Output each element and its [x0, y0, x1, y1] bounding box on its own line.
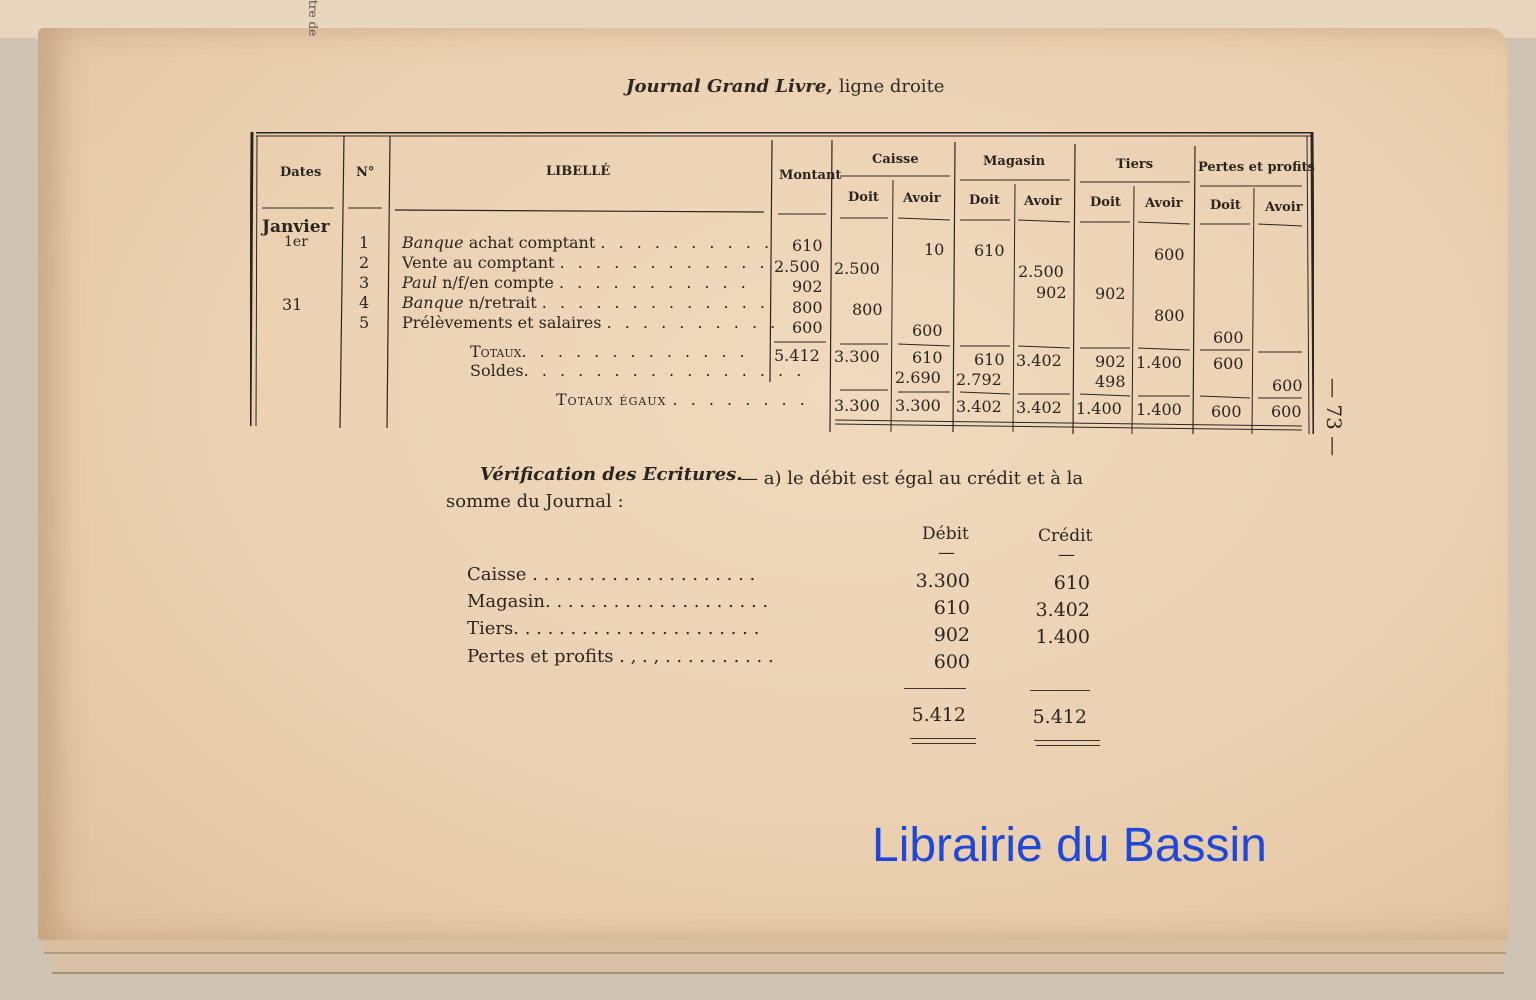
tiers-avoir-egal: 1.400 — [1136, 400, 1182, 419]
debit-header: Débit — [922, 524, 969, 544]
magasin-avoir-header: Avoir — [1024, 194, 1062, 209]
soldes-label — [470, 361, 805, 380]
pertes-avoir-header: Avoir — [1265, 200, 1303, 215]
magasin-doit-header: Doit — [969, 193, 1000, 208]
total-rule — [1036, 745, 1100, 746]
header-magasin: Magasin — [983, 154, 1046, 169]
journal-ledger-table — [250, 132, 1314, 434]
entry-number: 4 — [359, 293, 370, 312]
credit-header: Crédit — [1038, 526, 1093, 546]
pertes-avoir-egal: 600 — [1271, 402, 1302, 421]
tiers-avoir-cell: 800 — [1154, 306, 1185, 325]
caisse-avoir-header: Avoir — [903, 191, 941, 206]
page-number: — 73 — — [1322, 378, 1346, 457]
pertes-doit-egal: 600 — [1211, 402, 1242, 421]
pertes-doit-total: 600 — [1213, 354, 1244, 373]
totaux-label — [470, 342, 749, 361]
entry-label — [402, 293, 769, 312]
leader-dots: . . . . . . . . . . — [600, 233, 774, 252]
total-rule — [912, 743, 976, 744]
header-caisse: Caisse — [872, 152, 919, 167]
tiers-doit-header: Doit — [1090, 195, 1121, 210]
verif-debit: 3.300 — [915, 570, 970, 592]
montant-cell: 902 — [792, 277, 823, 296]
leader-dots: . . . . . . . . . . . . . — [521, 342, 749, 361]
section-text: — a) le débit est égal au crédit et à la — [740, 468, 1084, 489]
caisse-avoir-solde: 2.690 — [895, 368, 941, 387]
leader-dots: . . . . . . . . . . — [606, 313, 780, 332]
montant-cell: 800 — [792, 298, 823, 317]
total-rule — [1034, 740, 1100, 741]
montant-cell: 2.500 — [774, 257, 820, 276]
entry-number: 1 — [359, 233, 370, 252]
pertes-doit-header: Doit — [1210, 198, 1241, 213]
leader-dots: . . . . . . . . . . . — [558, 273, 750, 292]
entry-text: Prélèvements et salaires — [402, 313, 602, 332]
entry-account: Banque — [402, 293, 464, 312]
sum-rule — [904, 688, 966, 689]
verif-row-label: Pertes et profits . , . , . . . . . . . . . . — [467, 646, 774, 667]
totaux-text: Totaux — [470, 342, 522, 361]
montant-cell: 600 — [792, 318, 823, 337]
caisse-doit-cell: 2.500 — [834, 259, 880, 278]
caisse-avoir-cell: 600 — [912, 321, 943, 340]
verif-row-label: Caisse . . . . . . . . . . . . . . . . . . . . — [467, 564, 756, 585]
verif-debit: 610 — [933, 597, 970, 619]
verif-credit: 3.402 — [1035, 599, 1090, 621]
header-subtitle: ligne droite — [838, 76, 945, 97]
entry-account: Paul — [402, 273, 438, 292]
debit-total: 5.412 — [911, 704, 966, 726]
montant-cell: 610 — [792, 236, 823, 255]
month-label: Janvier — [262, 217, 330, 237]
caisse-avoir-total: 610 — [912, 348, 943, 367]
section-title: Vérification des Ecritures. — [480, 464, 743, 485]
tiers-doit-total: 902 — [1095, 352, 1126, 371]
section-text: somme du Journal : — [446, 491, 624, 512]
verif-credit: 610 — [1053, 572, 1090, 594]
caisse-avoir-cell: 10 — [924, 240, 945, 259]
entry-text: Vente au comptant — [402, 253, 555, 272]
spine-text: tre de — [306, 0, 320, 37]
sum-rule — [1030, 690, 1090, 691]
verif-row-label: Tiers. . . . . . . . . . . . . . . . . . . . . . — [467, 618, 760, 639]
entry-text: n/retrait — [468, 293, 537, 312]
entry-number: 3 — [359, 273, 370, 292]
tiers-doit-cell: 902 — [1095, 284, 1126, 303]
credit-total: 5.412 — [1032, 706, 1087, 728]
header-title: Journal Grand Livre, — [626, 76, 833, 97]
pertes-avoir-solde: 600 — [1272, 376, 1303, 395]
header-pertes: Pertes et profits — [1198, 160, 1315, 175]
entry-text: achat comptant — [468, 233, 596, 252]
magasin-avoir-cell: 2.500 — [1018, 262, 1064, 281]
caisse-doit-header: Doit — [848, 190, 879, 205]
verif-debit: 902 — [933, 624, 970, 646]
leader-dots: . . . . . . . . . . . . . — [541, 293, 769, 312]
pertes-doit-cell: 600 — [1213, 328, 1244, 347]
entry-label — [402, 273, 750, 292]
watermark: Librairie du Bassin — [872, 819, 1267, 872]
caisse-doit-cell: 800 — [852, 300, 883, 319]
leader-dots: . . . . . . . . — [672, 390, 809, 409]
magasin-doit-solde: 2.792 — [956, 370, 1002, 389]
tiers-doit-solde: 498 — [1095, 372, 1126, 391]
entry-account: Banque — [402, 233, 464, 252]
verif-debit: 600 — [933, 651, 970, 673]
header-libelle: LIBELLÉ — [546, 164, 611, 179]
entry-number: 5 — [359, 313, 370, 332]
verif-row-label: Magasin. . . . . . . . . . . . . . . . . . . . — [467, 591, 769, 612]
tiers-avoir-cell: 600 — [1154, 245, 1185, 264]
tiers-avoir-header: Avoir — [1145, 196, 1183, 211]
verif-credit: 1.400 — [1035, 626, 1090, 648]
magasin-doit-egal: 3.402 — [956, 397, 1002, 416]
magasin-doit-total: 610 — [974, 350, 1005, 369]
entry-label — [402, 233, 773, 252]
magasin-avoir-egal: 3.402 — [1016, 398, 1062, 417]
totaux-egaux-text: Totaux égaux — [556, 390, 667, 409]
total-rule — [910, 738, 976, 739]
leader-dots: . . . . . . . . . . . . . — [559, 253, 787, 272]
magasin-avoir-cell: 902 — [1036, 283, 1067, 302]
header-montant: Montant — [779, 168, 842, 183]
caisse-doit-total: 3.300 — [834, 347, 880, 366]
entry-text: n/f/en compte — [442, 273, 554, 292]
header-dates: Dates — [280, 165, 322, 180]
entry-number: 2 — [359, 253, 370, 272]
tiers-doit-egal: 1.400 — [1076, 399, 1122, 418]
totaux-egaux-label — [556, 390, 809, 409]
tiers-avoir-total: 1.400 — [1136, 353, 1182, 372]
debit-dash: — — [938, 543, 955, 563]
montant-total: 5.412 — [774, 346, 820, 365]
day-label: 1er — [284, 234, 308, 250]
leader-dots: . . . . . . . . . . . . . . . . — [523, 361, 806, 380]
caisse-doit-egal: 3.300 — [834, 396, 880, 415]
caisse-avoir-egal: 3.300 — [895, 396, 941, 415]
magasin-doit-cell: 610 — [974, 241, 1005, 260]
header-tiers: Tiers — [1116, 157, 1154, 172]
entry-label — [402, 313, 779, 332]
credit-dash: — — [1058, 545, 1075, 565]
header-no: N° — [356, 165, 375, 180]
running-header — [626, 76, 944, 97]
day-label: 31 — [282, 295, 303, 314]
soldes-text: Soldes — [470, 361, 524, 380]
entry-label — [402, 253, 787, 272]
magasin-avoir-total: 3.402 — [1016, 351, 1062, 370]
